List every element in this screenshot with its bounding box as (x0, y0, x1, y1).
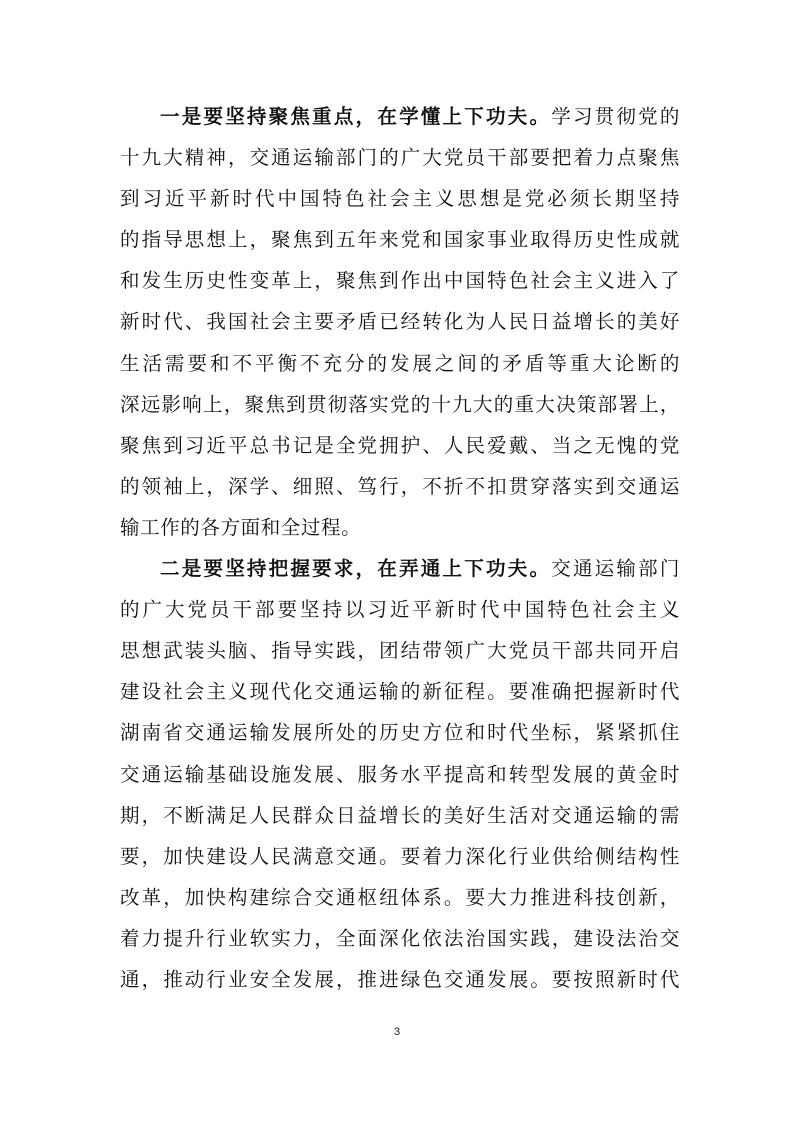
paragraph-1-line-8: 深远影响上，聚焦到贯彻落实党的十九大的重大决策部署上， (120, 392, 680, 416)
paragraph-1-line-6: 新时代、我国社会主要矛盾已经转化为人民日益增长的美好 (120, 310, 680, 334)
paragraph-1-line-4: 的指导思想上，聚焦到五年来党和国家事业取得历史性成就 (120, 228, 680, 252)
paragraph-1-line-3: 到习近平新时代中国特色社会主义思想是党必须长期坚持 (120, 187, 680, 211)
paragraph-2-line-1 (120, 548, 680, 589)
paragraph-1-line-11: 输工作的各方面和全过程。 (120, 515, 362, 539)
paragraph-1-line-10: 的领袖上，深学、细照、笃行，不折不扣贯穿落实到交通运 (120, 474, 680, 498)
paragraph-2-line-7: 期，不断满足人民群众日益增长的美好生活对交通运输的需 (120, 803, 680, 827)
paragraph-2-line-5: 湖南省交通运输发展所处的历史方位和时代坐标，紧紧抓住 (120, 721, 680, 745)
paragraph-2-line-11: 通，推动行业安全发展，推进绿色交通发展。要按照新时代 (120, 967, 680, 991)
paragraph-2-line-6: 交通运输基础设施发展、服务水平提高和转型发展的黄金时 (120, 762, 680, 786)
paragraph-1-line-9: 聚焦到习近平总书记是全党拥护、人民爱戴、当之无愧的党 (120, 433, 680, 457)
page-number: 3 (393, 1026, 401, 1038)
paragraph-2-line-4: 建设社会主义现代化交通运输的新征程。要准确把握新时代 (120, 680, 680, 704)
paragraph-2-text: 交通运输部门 (551, 557, 680, 581)
paragraph-2-line-8: 要，加快建设人民满意交通。要着力深化行业供给侧结构性 (120, 844, 680, 868)
paragraph-2-line-9: 改革，加快构建综合交通枢纽体系。要大力推进科技创新， (120, 885, 680, 909)
paragraph-2-line-3: 思想武装头脑、指导实践，团结带领广大党员干部共同开启 (120, 639, 680, 663)
paragraph-2-line-10: 着力提升行业软实力，全面深化依法治国实践，建设法治交 (120, 926, 680, 950)
paragraph-1-line-1 (120, 96, 680, 137)
paragraph-1-line-7: 生活需要和不平衡不充分的发展之间的矛盾等重大论断的 (120, 351, 680, 375)
paragraph-1-line-2: 十九大精神，交通运输部门的广大党员干部要把着力点聚焦 (120, 146, 680, 170)
paragraph-2-line-2: 的广大党员干部要坚持以习近平新时代中国特色社会主义 (120, 598, 680, 622)
paragraph-1-line-5: 和发生历史性变革上，聚焦到作出中国特色社会主义进入了 (120, 269, 680, 293)
paragraph-1-heading: 一是要坚持聚焦重点，在学懂上下功夫。 (160, 105, 552, 128)
paragraph-1-text: 学习贯彻党的 (551, 105, 680, 128)
body-text (120, 96, 680, 1000)
paragraph-2-heading: 二是要坚持把握要求，在弄通上下功夫。 (160, 557, 552, 581)
